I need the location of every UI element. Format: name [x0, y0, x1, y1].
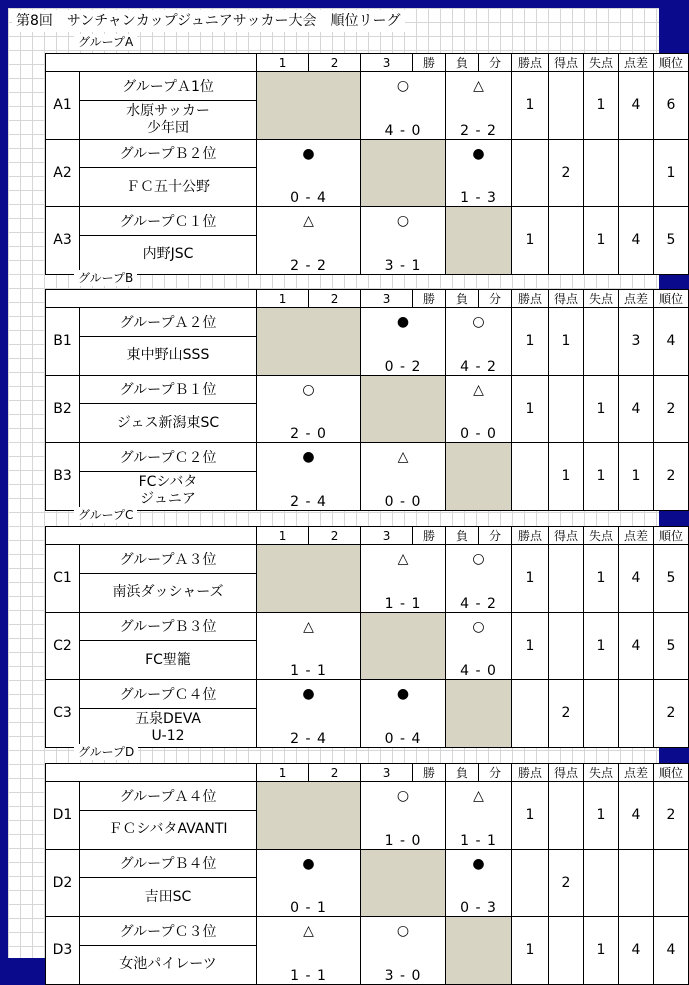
stat-wins: 1	[512, 782, 549, 850]
team-name	[80, 708, 257, 747]
team-row	[46, 72, 689, 101]
stat-draws	[584, 680, 619, 748]
stat-draws: 1	[584, 545, 619, 613]
row-id: C2	[46, 612, 80, 680]
result-mark: ○	[361, 207, 446, 236]
stat-losses: 2	[549, 139, 584, 207]
match-score: 1 - 3	[446, 168, 512, 207]
team-name-line: FCシバタ	[138, 473, 198, 490]
self-match-cell	[446, 680, 512, 748]
result-mark: ●	[446, 139, 512, 168]
stat-wins: 1	[512, 917, 549, 985]
header-col-1: 1	[257, 54, 309, 72]
result-mark: ○	[257, 375, 361, 404]
match-score: 4 - 0	[361, 100, 446, 139]
result-mark: ○	[361, 917, 446, 946]
header-draws: 分	[479, 764, 512, 782]
team-name-line: 五泉DEVA	[135, 710, 201, 727]
team-name-line: ジェス新潟東SC	[116, 414, 220, 431]
team-name-line: 水原サッカー	[126, 102, 210, 119]
team-name	[80, 945, 257, 984]
result-mark: ●	[361, 680, 446, 709]
header-points: 勝点	[512, 764, 549, 782]
result-mark: ●	[446, 849, 512, 878]
stat-losses: 1	[549, 443, 584, 511]
stat-losses: 1	[549, 308, 584, 376]
header-col-3: 3	[361, 290, 413, 308]
team-row	[46, 782, 689, 811]
stat-points: 4	[619, 375, 654, 443]
header-draws: 分	[479, 527, 512, 545]
header-col-1: 1	[257, 290, 309, 308]
team-name	[80, 100, 257, 139]
header-losses: 負	[446, 764, 479, 782]
result-mark: ○	[361, 782, 446, 811]
match-score: 3 - 1	[361, 235, 446, 274]
seed-label: グループＡ２位	[80, 308, 257, 337]
team-name-line: 内野JSC	[142, 246, 194, 262]
header-goals-against: 失点	[584, 54, 619, 72]
row-id: A1	[46, 72, 80, 140]
row-id: B2	[46, 375, 80, 443]
team-row	[46, 443, 689, 472]
match-score: 0 - 0	[361, 471, 446, 510]
page-title: 第8回 サンチャンカップジュニアサッカー大会 順位リーグ	[12, 10, 405, 32]
seed-label: グループＣ４位	[80, 680, 257, 709]
team-row	[46, 917, 689, 946]
team-row	[46, 308, 689, 337]
stat-draws: 1	[584, 207, 619, 275]
seed-label: グループＡ1位	[80, 72, 257, 101]
team-name-line: ＦＣ五十公野	[126, 178, 210, 195]
stat-wins: 1	[512, 545, 549, 613]
stat-points	[619, 849, 654, 917]
team-name	[80, 336, 257, 375]
seed-label: グループＢ２位	[80, 139, 257, 168]
team-name-line: 少年団	[147, 119, 189, 136]
seed-label: グループＣ１位	[80, 207, 257, 236]
header-row	[46, 527, 689, 545]
seed-label: グループＢ１位	[80, 375, 257, 404]
header-goals-for: 得点	[549, 290, 584, 308]
match-score: 0 - 3	[446, 878, 512, 917]
team-row	[46, 375, 689, 404]
team-name	[80, 878, 257, 917]
seed-label: グループＡ３位	[80, 545, 257, 574]
seed-label: グループＣ２位	[80, 443, 257, 472]
stat-wins: 1	[512, 207, 549, 275]
result-mark: ●	[257, 443, 361, 472]
match-score: 2 - 2	[257, 235, 361, 274]
team-name-line: 東中野山SSS	[126, 347, 210, 363]
stat-goals-for: 2	[654, 680, 689, 748]
stat-draws: 1	[584, 612, 619, 680]
match-score: 2 - 0	[257, 404, 361, 443]
team-name	[80, 404, 257, 443]
row-id: D3	[46, 917, 80, 985]
team-name-line: 女池パイレーツ	[119, 956, 217, 972]
standings-table	[45, 763, 689, 985]
stat-draws	[584, 139, 619, 207]
stat-points: 4	[619, 545, 654, 613]
stat-goals-for	[654, 849, 689, 917]
result-mark: △	[446, 782, 512, 811]
header-goals-for: 得点	[549, 764, 584, 782]
self-match-cell	[361, 139, 446, 207]
header-col-2: 2	[309, 527, 361, 545]
stat-points: 4	[619, 782, 654, 850]
self-match-cell	[257, 308, 361, 376]
row-id: A2	[46, 139, 80, 207]
header-col-3: 3	[361, 54, 413, 72]
header-row	[46, 54, 689, 72]
group-label: グループB	[74, 270, 137, 286]
team-row	[46, 139, 689, 168]
header-col-2: 2	[309, 290, 361, 308]
match-score: 4 - 0	[446, 641, 512, 680]
match-score: 0 - 4	[361, 708, 446, 747]
result-mark: ○	[446, 612, 512, 641]
self-match-cell	[257, 782, 361, 850]
self-match-cell	[446, 207, 512, 275]
stat-losses	[549, 375, 584, 443]
stat-losses: 2	[549, 849, 584, 917]
row-id: A3	[46, 207, 80, 275]
stat-wins: 1	[512, 308, 549, 376]
stat-points	[619, 680, 654, 748]
header-col-1: 1	[257, 764, 309, 782]
stat-goals-for: 2	[654, 375, 689, 443]
stat-wins	[512, 849, 549, 917]
result-mark: ●	[257, 139, 361, 168]
header-goal-diff: 点差	[619, 764, 654, 782]
stat-goals-for: 6	[654, 72, 689, 140]
result-mark: ○	[446, 545, 512, 574]
team-name-line: FC聖籠	[145, 651, 191, 668]
row-id: C3	[46, 680, 80, 748]
match-score: 3 - 0	[361, 945, 446, 984]
header-col-2: 2	[309, 764, 361, 782]
result-mark: ●	[257, 680, 361, 709]
stat-goals-for: 5	[654, 612, 689, 680]
header-col-3: 3	[361, 527, 413, 545]
stat-wins: 1	[512, 375, 549, 443]
header-rank: 順位	[654, 54, 689, 72]
match-score: 2 - 4	[257, 708, 361, 747]
team-name-line: U-12	[151, 727, 185, 744]
header-row	[46, 290, 689, 308]
stat-losses: 2	[549, 680, 584, 748]
match-score: 0 - 0	[446, 404, 512, 443]
self-match-cell	[446, 917, 512, 985]
self-match-cell	[361, 612, 446, 680]
team-row	[46, 612, 689, 641]
team-row	[46, 545, 689, 574]
stat-draws: 1	[584, 375, 619, 443]
header-rank: 順位	[654, 527, 689, 545]
result-mark: △	[257, 917, 361, 946]
team-row	[46, 849, 689, 878]
match-score: 1 - 0	[361, 810, 446, 849]
stat-goals-for: 4	[654, 308, 689, 376]
team-name-line: 南浜ダッシャーズ	[112, 584, 224, 600]
header-row	[46, 764, 689, 782]
row-id: D2	[46, 849, 80, 917]
group-label: グループD	[74, 744, 138, 760]
match-score: 1 - 1	[257, 945, 361, 984]
header-losses: 負	[446, 290, 479, 308]
stat-wins	[512, 139, 549, 207]
match-score: 0 - 4	[257, 168, 361, 207]
match-score: 1 - 1	[361, 573, 446, 612]
stat-points	[619, 139, 654, 207]
header-wins: 勝	[413, 764, 446, 782]
stat-losses	[549, 207, 584, 275]
stat-goals-for: 2	[654, 443, 689, 511]
group-label: グループA	[74, 34, 137, 50]
match-score: 4 - 2	[446, 573, 512, 612]
stat-losses	[549, 72, 584, 140]
stat-goals-for: 5	[654, 545, 689, 613]
result-mark: ●	[361, 308, 446, 337]
stat-losses	[549, 612, 584, 680]
stat-wins	[512, 443, 549, 511]
stat-wins: 1	[512, 612, 549, 680]
match-score: 1 - 1	[257, 641, 361, 680]
self-match-cell	[257, 545, 361, 613]
standings-table	[45, 53, 689, 275]
header-goal-diff: 点差	[619, 290, 654, 308]
match-score: 0 - 1	[257, 878, 361, 917]
header-goals-against: 失点	[584, 527, 619, 545]
header-goal-diff: 点差	[619, 527, 654, 545]
stat-draws	[584, 849, 619, 917]
stat-draws: 1	[584, 782, 619, 850]
header-losses: 負	[446, 527, 479, 545]
seed-label: グループＡ４位	[80, 782, 257, 811]
self-match-cell	[361, 849, 446, 917]
header-col-2: 2	[309, 54, 361, 72]
header-wins: 勝	[413, 290, 446, 308]
result-mark: △	[257, 612, 361, 641]
match-score: 2 - 4	[257, 471, 361, 510]
stat-draws: 1	[584, 72, 619, 140]
stat-wins: 1	[512, 72, 549, 140]
team-row	[46, 207, 689, 236]
result-mark: △	[361, 443, 446, 472]
spreadsheet	[8, 8, 684, 984]
seed-label: グループＢ４位	[80, 849, 257, 878]
team-name	[80, 235, 257, 274]
team-name	[80, 810, 257, 849]
header-rank: 順位	[654, 764, 689, 782]
result-mark: ●	[257, 849, 361, 878]
team-name	[80, 641, 257, 680]
stat-goals-for: 1	[654, 139, 689, 207]
stat-draws: 1	[584, 443, 619, 511]
result-mark: ○	[446, 308, 512, 337]
team-name	[80, 573, 257, 612]
team-name-line: 吉田SC	[144, 888, 192, 905]
match-score: 0 - 2	[361, 336, 446, 375]
header-goals-against: 失点	[584, 764, 619, 782]
header-goals-against: 失点	[584, 290, 619, 308]
stat-points: 4	[619, 917, 654, 985]
result-mark: ○	[361, 72, 446, 101]
stat-points: 1	[619, 443, 654, 511]
result-mark: △	[361, 545, 446, 574]
header-col-1: 1	[257, 527, 309, 545]
team-row	[46, 680, 689, 709]
row-id: B3	[46, 443, 80, 511]
row-id: B1	[46, 308, 80, 376]
stat-points: 4	[619, 612, 654, 680]
stat-points: 4	[619, 207, 654, 275]
stat-draws	[584, 308, 619, 376]
header-points: 勝点	[512, 527, 549, 545]
header-draws: 分	[479, 54, 512, 72]
header-points: 勝点	[512, 290, 549, 308]
header-draws: 分	[479, 290, 512, 308]
header-points: 勝点	[512, 54, 549, 72]
stat-wins	[512, 680, 549, 748]
match-score: 2 - 2	[446, 100, 512, 139]
stat-points: 4	[619, 72, 654, 140]
header-wins: 勝	[413, 527, 446, 545]
team-name	[80, 471, 257, 510]
standings-table	[45, 526, 689, 748]
team-name-line: ジュニア	[140, 490, 196, 507]
match-score: 4 - 2	[446, 336, 512, 375]
team-name-line: ＦＣシバタAVANTI	[108, 821, 228, 837]
match-score: 1 - 1	[446, 810, 512, 849]
stat-goals-for: 5	[654, 207, 689, 275]
stat-goals-for: 2	[654, 782, 689, 850]
header-rank: 順位	[654, 290, 689, 308]
team-name	[80, 168, 257, 207]
result-mark: △	[257, 207, 361, 236]
self-match-cell	[257, 72, 361, 140]
stat-losses	[549, 917, 584, 985]
result-mark: △	[446, 375, 512, 404]
stat-points: 3	[619, 308, 654, 376]
header-losses: 負	[446, 54, 479, 72]
result-mark: △	[446, 72, 512, 101]
self-match-cell	[361, 375, 446, 443]
seed-label: グループＣ３位	[80, 917, 257, 946]
standings-table	[45, 289, 689, 511]
header-goal-diff: 点差	[619, 54, 654, 72]
stat-goals-for: 4	[654, 917, 689, 985]
header-col-3: 3	[361, 764, 413, 782]
stat-losses	[549, 545, 584, 613]
stat-losses	[549, 782, 584, 850]
seed-label: グループＢ３位	[80, 612, 257, 641]
self-match-cell	[446, 443, 512, 511]
row-id: D1	[46, 782, 80, 850]
header-goals-for: 得点	[549, 527, 584, 545]
header-wins: 勝	[413, 54, 446, 72]
stat-draws: 1	[584, 917, 619, 985]
row-id: C1	[46, 545, 80, 613]
header-goals-for: 得点	[549, 54, 584, 72]
group-label: グループC	[74, 507, 137, 523]
